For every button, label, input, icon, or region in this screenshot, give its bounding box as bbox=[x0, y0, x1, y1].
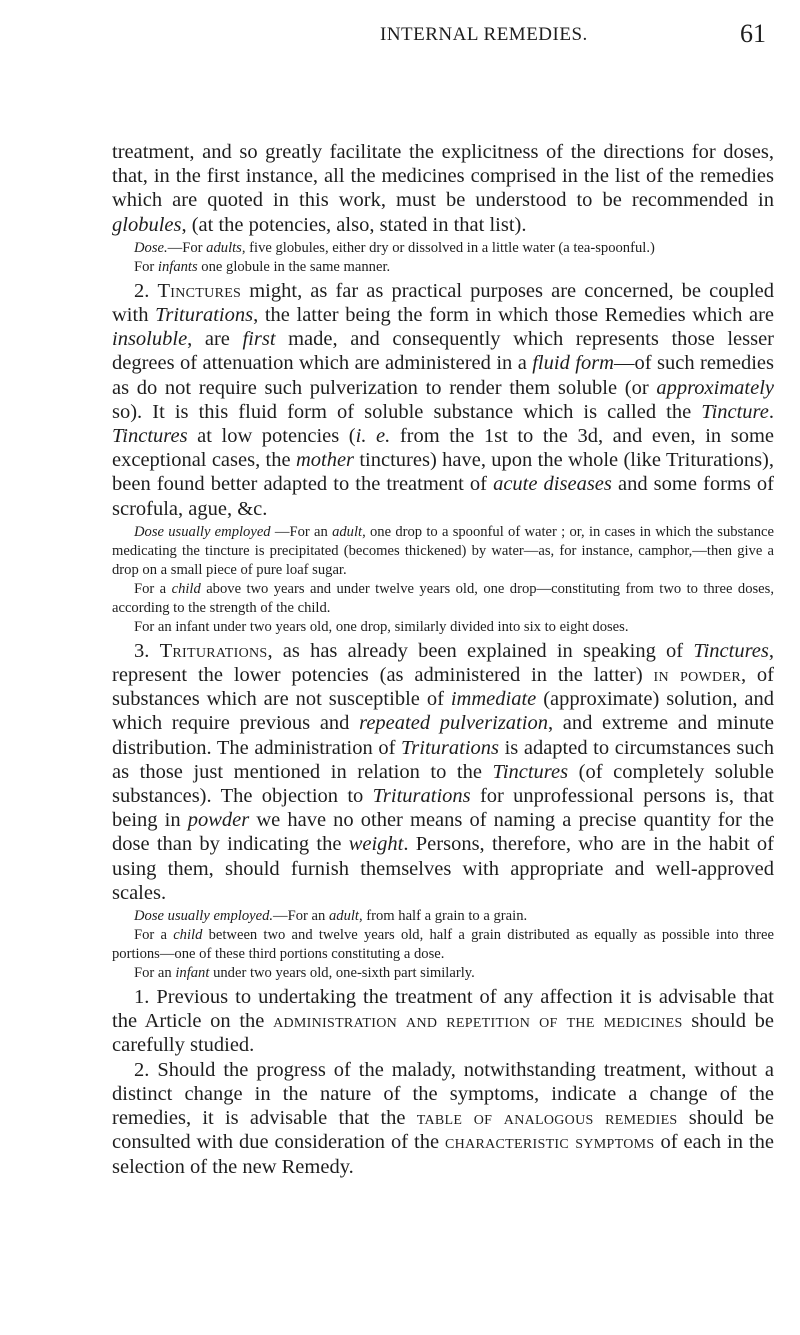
section-2-dose-child: For a child above two years and under twelve years old, one drop—constituting from two to three doses, according to the strength of the child. bbox=[112, 580, 774, 616]
section-2-heading: Tinctures bbox=[157, 279, 242, 302]
section-2-dose-infant: For an infant under two years old, one drop, similarly divided into six to eight doses. bbox=[134, 618, 629, 635]
section-3-dose-child: For a child between two and twelve years old, half a grain distributed as equally as possible into three portions—one of these third portions constituting a dose. bbox=[112, 927, 774, 963]
section-2-tinctures: 2. Tinctures might, as far as practical purposes are concerned, be coupled with Triturations, the latter being the form in which those Remedies which are insoluble, are first made, and consequently which represents those lesser degrees of attenuation which are administered in a fluid form—of such remedies as do not require such pulverization to render them soluble (or approximately so). It is this fluid form of soluble substance which is called the Tincture. Tinctures at low potencies (i. e. from the 1st to the 3d, and even, in some exceptional cases, the mother tinctures) have, upon the whole (like Triturations), been found better adapted to the treatment of acute diseases and some forms of scrofula, ague, &c. bbox=[112, 279, 775, 520]
intro-dose-infants: For infants one globule in the same manner. bbox=[134, 258, 391, 275]
note-2: 2. Should the progress of the malady, notwithstanding treatment, without a distinct change in the nature of the symptoms, indicate a change of the remedies, it is advisable that the table of analogous remedies should be consulted with due consideration of the characteristic symptoms of each in the selection of the new Remedy. bbox=[112, 1058, 775, 1178]
page-body bbox=[112, 140, 774, 1179]
section-3-dose-adult: Dose usually employed.—For an adult, from half a grain to a grain. bbox=[134, 908, 528, 925]
intro-paragraph: treatment, and so greatly facilitate the explicitness of the directions for doses, that, in the first instance, all the medicines comprised in the list of the remedies which are quoted in this work, must be understood to be recommended in globules, (at the potencies, also, stated in that list). bbox=[112, 141, 774, 236]
running-header bbox=[0, 18, 800, 54]
intro-dose-adults: Dose.—For adults, five globules, either dry or dissolved in a little water (a tea-spoonful.) bbox=[134, 239, 655, 256]
section-3-heading: Triturations bbox=[159, 639, 268, 662]
section-3-triturations: 3. Triturations, as has already been explained in speaking of Tinctures, represent the lower potencies (as administered in the latter) in powder, of substances which are not susceptible of immediate (approximate) solution, and which require previous and repeated pulverization, and extreme and minute distribution. The administration of Triturations is adapted to circumstances such as those just mentioned in relation to the Tinctures (of completely soluble substances). The objection to Triturations for unprofessional persons is, that being in powder we have no other means of naming a precise quantity for the dose than by indicating the weight. Persons, therefore, who are in the habit of using them, should furnish themselves with appropriate and well-approved scales. bbox=[112, 639, 775, 904]
running-head-title: INTERNAL REMEDIES. bbox=[380, 24, 588, 45]
section-3-dose-infant: For an infant under two years old, one-sixth part similarly. bbox=[134, 965, 475, 982]
section-2-dose-adult: Dose usually employed —For an adult, one drop to a spoonful of water ; or, in cases in which the substance medicating the tincture is precipitated (becomes thickened) by water—as, for instance, camphor,—then give a drop on a small piece of pure loaf sugar. bbox=[112, 523, 774, 578]
page-number: 61 bbox=[740, 19, 766, 48]
note-1: 1. Previous to undertaking the treatment of any affection it is advisable that the Article on the administration and repetition of the medicines should be carefully studied. bbox=[112, 986, 774, 1057]
